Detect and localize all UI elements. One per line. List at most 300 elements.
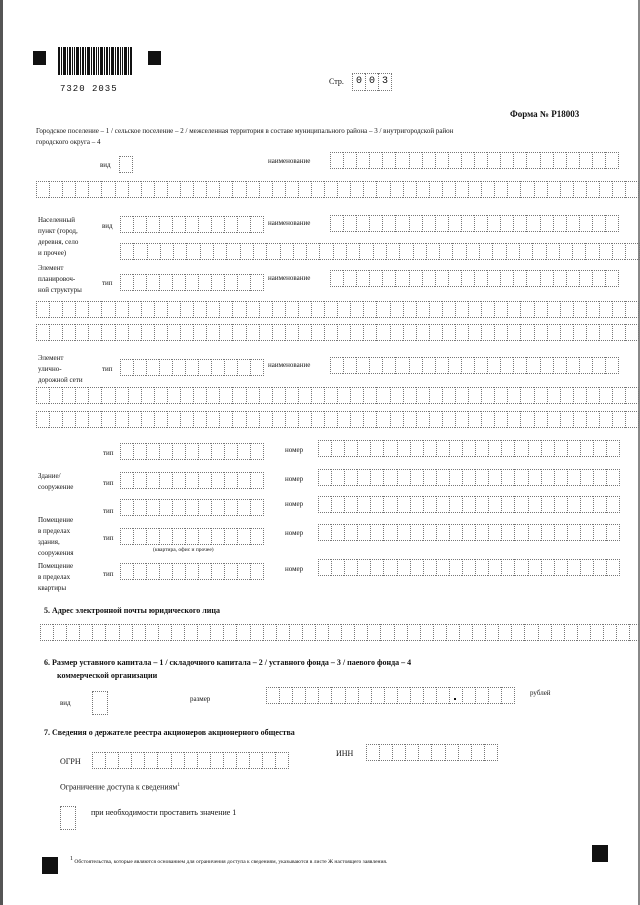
input-cell[interactable]	[75, 324, 88, 341]
input-cell[interactable]	[49, 324, 62, 341]
input-cell[interactable]	[75, 387, 88, 404]
input-cell[interactable]	[115, 411, 128, 428]
input-cell[interactable]	[101, 301, 114, 318]
input-cell[interactable]	[193, 387, 206, 404]
input-cell[interactable]	[128, 181, 141, 198]
input-cell[interactable]	[185, 216, 198, 233]
input-cell[interactable]	[462, 440, 475, 457]
input-cell[interactable]	[343, 215, 356, 232]
input-cell[interactable]	[211, 528, 224, 545]
input-cell[interactable]	[540, 270, 553, 287]
input-cell[interactable]	[442, 181, 455, 198]
input-cell[interactable]	[501, 687, 515, 704]
input-cell[interactable]	[416, 301, 429, 318]
input-cell[interactable]	[357, 440, 370, 457]
input-cell[interactable]	[119, 156, 133, 173]
input-cell[interactable]	[132, 624, 145, 641]
input-cell[interactable]	[101, 387, 114, 404]
locality-name-field-row1[interactable]	[330, 215, 619, 232]
input-cell[interactable]	[141, 324, 154, 341]
input-cell[interactable]	[133, 274, 146, 291]
input-cell[interactable]	[171, 624, 184, 641]
input-cell[interactable]	[133, 472, 146, 489]
input-cell[interactable]	[240, 243, 253, 260]
input-cell[interactable]	[513, 152, 526, 169]
input-cell[interactable]	[528, 559, 541, 576]
input-cell[interactable]	[250, 528, 264, 545]
input-cell[interactable]	[237, 443, 250, 460]
input-cell[interactable]	[224, 528, 237, 545]
input-cell[interactable]	[541, 440, 554, 457]
input-cell[interactable]	[399, 243, 412, 260]
input-cell[interactable]	[488, 559, 501, 576]
input-cell[interactable]	[541, 469, 554, 486]
input-cell[interactable]	[579, 215, 592, 232]
input-cell[interactable]	[237, 563, 250, 580]
input-cell[interactable]	[298, 324, 311, 341]
input-cell[interactable]	[433, 624, 446, 641]
input-cell[interactable]	[253, 243, 266, 260]
input-cell[interactable]	[275, 752, 289, 769]
input-cell[interactable]	[514, 524, 527, 541]
input-cell[interactable]	[88, 301, 101, 318]
input-cell[interactable]	[455, 387, 468, 404]
input-cell[interactable]	[449, 469, 462, 486]
input-cell[interactable]	[198, 359, 211, 376]
input-cell[interactable]	[40, 624, 53, 641]
input-cell[interactable]	[547, 387, 560, 404]
inn-field[interactable]	[366, 744, 498, 761]
input-cell[interactable]	[285, 301, 298, 318]
input-cell[interactable]	[211, 472, 224, 489]
input-cell[interactable]	[448, 152, 461, 169]
input-cell[interactable]	[580, 496, 593, 513]
input-cell[interactable]	[186, 243, 199, 260]
input-cell[interactable]	[501, 496, 514, 513]
input-cell[interactable]	[612, 301, 625, 318]
input-cell[interactable]	[223, 624, 236, 641]
input-cell[interactable]	[92, 691, 108, 715]
input-cell[interactable]	[167, 324, 180, 341]
input-cell[interactable]	[49, 387, 62, 404]
input-cell[interactable]	[224, 563, 237, 580]
input-cell[interactable]	[560, 301, 573, 318]
input-cell[interactable]	[593, 440, 606, 457]
input-cell[interactable]	[449, 524, 462, 541]
input-cell[interactable]	[405, 744, 418, 761]
input-cell[interactable]	[344, 496, 357, 513]
input-cell[interactable]	[369, 270, 382, 287]
input-cell[interactable]	[146, 472, 159, 489]
input-cell[interactable]	[382, 270, 395, 287]
input-cell[interactable]	[363, 181, 376, 198]
input-cell[interactable]	[410, 440, 423, 457]
input-cell[interactable]	[289, 624, 302, 641]
input-cell[interactable]	[120, 274, 133, 291]
input-cell[interactable]	[232, 387, 245, 404]
input-cell[interactable]	[494, 387, 507, 404]
input-cell[interactable]	[185, 528, 198, 545]
input-cell[interactable]	[528, 496, 541, 513]
input-cell[interactable]	[249, 752, 262, 769]
input-cell[interactable]	[343, 152, 356, 169]
input-cell[interactable]	[159, 563, 172, 580]
input-cell[interactable]	[507, 181, 520, 198]
input-cell[interactable]	[115, 387, 128, 404]
input-cell[interactable]	[592, 152, 605, 169]
input-cell[interactable]	[436, 496, 449, 513]
capital-size-field[interactable]	[266, 687, 463, 704]
input-cell[interactable]	[246, 411, 259, 428]
input-cell[interactable]	[560, 411, 573, 428]
input-cell[interactable]	[573, 411, 586, 428]
input-cell[interactable]	[442, 324, 455, 341]
input-cell[interactable]	[625, 301, 639, 318]
input-cell[interactable]	[590, 624, 603, 641]
input-cell[interactable]	[285, 411, 298, 428]
input-cell[interactable]	[528, 440, 541, 457]
input-cell[interactable]	[172, 499, 185, 516]
input-cell[interactable]	[172, 472, 185, 489]
input-cell[interactable]	[376, 324, 389, 341]
input-cell[interactable]	[193, 301, 206, 318]
input-cell[interactable]	[629, 624, 640, 641]
input-cell[interactable]	[459, 624, 472, 641]
input-cell[interactable]	[395, 357, 408, 374]
input-cell[interactable]	[580, 559, 593, 576]
input-cell[interactable]	[376, 181, 389, 198]
building-type-field-1[interactable]	[120, 443, 264, 460]
input-cell[interactable]	[118, 752, 131, 769]
input-cell[interactable]	[311, 411, 324, 428]
input-cell[interactable]	[266, 687, 279, 704]
input-cell[interactable]	[62, 387, 75, 404]
input-cell[interactable]	[49, 411, 62, 428]
input-cell[interactable]	[206, 387, 219, 404]
input-cell[interactable]	[370, 559, 383, 576]
input-cell[interactable]	[429, 181, 442, 198]
input-cell[interactable]	[224, 472, 237, 489]
capital-kopecks-field[interactable]	[462, 687, 515, 704]
building-type-field-2[interactable]	[120, 472, 264, 489]
input-cell[interactable]	[330, 152, 343, 169]
input-cell[interactable]	[272, 387, 285, 404]
input-cell[interactable]	[172, 359, 185, 376]
street-name-field-row2[interactable]	[36, 387, 639, 404]
input-cell[interactable]	[172, 443, 185, 460]
input-cell[interactable]	[219, 181, 232, 198]
input-cell[interactable]	[350, 411, 363, 428]
input-cell[interactable]	[573, 301, 586, 318]
input-cell[interactable]	[592, 215, 605, 232]
input-cell[interactable]	[376, 301, 389, 318]
input-cell[interactable]	[580, 469, 593, 486]
input-cell[interactable]	[173, 243, 186, 260]
input-cell[interactable]	[541, 496, 554, 513]
input-cell[interactable]	[141, 181, 154, 198]
input-cell[interactable]	[62, 324, 75, 341]
input-cell[interactable]	[115, 324, 128, 341]
input-cell[interactable]	[298, 181, 311, 198]
input-cell[interactable]	[547, 411, 560, 428]
input-cell[interactable]	[572, 243, 585, 260]
input-cell[interactable]	[343, 270, 356, 287]
input-cell[interactable]	[180, 301, 193, 318]
street-name-field-row3[interactable]	[36, 411, 639, 428]
input-cell[interactable]	[363, 411, 376, 428]
input-cell[interactable]	[272, 324, 285, 341]
input-cell[interactable]	[501, 469, 514, 486]
input-cell[interactable]	[520, 324, 533, 341]
input-cell[interactable]	[158, 624, 171, 641]
input-cell[interactable]	[330, 270, 343, 287]
input-cell[interactable]	[324, 411, 337, 428]
input-cell[interactable]	[211, 216, 224, 233]
input-cell[interactable]	[88, 387, 101, 404]
input-cell[interactable]	[468, 324, 481, 341]
input-cell[interactable]	[506, 243, 519, 260]
input-cell[interactable]	[350, 301, 363, 318]
input-cell[interactable]	[573, 324, 586, 341]
input-cell[interactable]	[210, 624, 223, 641]
input-cell[interactable]	[66, 624, 79, 641]
input-cell[interactable]	[593, 559, 606, 576]
input-cell[interactable]	[553, 357, 566, 374]
input-cell[interactable]	[551, 624, 564, 641]
input-cell[interactable]	[197, 752, 210, 769]
input-cell[interactable]	[423, 559, 436, 576]
input-cell[interactable]	[566, 357, 579, 374]
input-cell[interactable]	[337, 301, 350, 318]
input-cell[interactable]	[211, 563, 224, 580]
input-cell[interactable]	[466, 243, 479, 260]
input-cell[interactable]	[363, 387, 376, 404]
input-cell[interactable]	[554, 469, 567, 486]
input-cell[interactable]	[528, 469, 541, 486]
input-cell[interactable]	[439, 243, 452, 260]
input-cell[interactable]	[395, 215, 408, 232]
settlement-name-field-row2[interactable]	[36, 181, 639, 198]
input-cell[interactable]	[146, 563, 159, 580]
input-cell[interactable]	[442, 387, 455, 404]
input-cell[interactable]	[416, 181, 429, 198]
input-cell[interactable]	[324, 387, 337, 404]
input-cell[interactable]	[226, 243, 239, 260]
input-cell[interactable]	[198, 528, 211, 545]
input-cell[interactable]	[133, 443, 146, 460]
input-cell[interactable]	[606, 524, 620, 541]
input-cell[interactable]	[519, 243, 532, 260]
input-cell[interactable]	[237, 528, 250, 545]
input-cell[interactable]	[120, 443, 133, 460]
input-cell[interactable]	[159, 472, 172, 489]
street-type-field[interactable]	[120, 359, 264, 376]
input-cell[interactable]	[410, 524, 423, 541]
input-cell[interactable]	[133, 528, 146, 545]
input-cell[interactable]	[198, 499, 211, 516]
input-cell[interactable]	[472, 624, 485, 641]
input-cell[interactable]	[120, 499, 133, 516]
input-cell[interactable]	[180, 181, 193, 198]
input-cell[interactable]	[498, 624, 511, 641]
input-cell[interactable]	[488, 469, 501, 486]
input-cell[interactable]	[198, 443, 211, 460]
input-cell[interactable]	[120, 472, 133, 489]
input-cell[interactable]	[538, 624, 551, 641]
input-cell[interactable]	[532, 243, 545, 260]
input-cell[interactable]	[101, 324, 114, 341]
input-cell[interactable]	[333, 243, 346, 260]
input-cell[interactable]	[579, 270, 592, 287]
input-cell[interactable]	[146, 528, 159, 545]
input-cell[interactable]	[115, 301, 128, 318]
input-cell[interactable]	[250, 216, 264, 233]
input-cell[interactable]	[554, 440, 567, 457]
page-digit-cell[interactable]: 3	[378, 73, 392, 91]
input-cell[interactable]	[262, 752, 275, 769]
input-cell[interactable]	[341, 624, 354, 641]
input-cell[interactable]	[193, 181, 206, 198]
input-cell[interactable]	[172, 563, 185, 580]
input-cell[interactable]	[553, 270, 566, 287]
input-cell[interactable]	[500, 152, 513, 169]
input-cell[interactable]	[36, 324, 49, 341]
input-cell[interactable]	[540, 152, 553, 169]
input-cell[interactable]	[560, 387, 573, 404]
input-cell[interactable]	[198, 563, 211, 580]
input-cell[interactable]	[605, 270, 619, 287]
input-cell[interactable]	[185, 472, 198, 489]
input-cell[interactable]	[501, 440, 514, 457]
apartment-number-field[interactable]	[318, 559, 620, 576]
input-cell[interactable]	[455, 301, 468, 318]
input-cell[interactable]	[88, 411, 101, 428]
input-cell[interactable]	[358, 687, 371, 704]
input-cell[interactable]	[211, 359, 224, 376]
input-cell[interactable]	[75, 181, 88, 198]
input-cell[interactable]	[586, 301, 599, 318]
input-cell[interactable]	[232, 181, 245, 198]
input-cell[interactable]	[564, 624, 577, 641]
input-cell[interactable]	[157, 752, 170, 769]
input-cell[interactable]	[488, 440, 501, 457]
input-cell[interactable]	[318, 524, 331, 541]
input-cell[interactable]	[193, 324, 206, 341]
input-cell[interactable]	[534, 324, 547, 341]
input-cell[interactable]	[407, 624, 420, 641]
input-cell[interactable]	[409, 152, 422, 169]
input-cell[interactable]	[534, 411, 547, 428]
input-cell[interactable]	[455, 181, 468, 198]
input-cell[interactable]	[487, 152, 500, 169]
input-cell[interactable]	[462, 687, 475, 704]
input-cell[interactable]	[397, 559, 410, 576]
input-cell[interactable]	[514, 559, 527, 576]
input-cell[interactable]	[154, 411, 167, 428]
input-cell[interactable]	[171, 752, 184, 769]
input-cell[interactable]	[423, 524, 436, 541]
input-cell[interactable]	[337, 387, 350, 404]
input-cell[interactable]	[236, 752, 249, 769]
input-cell[interactable]	[49, 181, 62, 198]
input-cell[interactable]	[147, 243, 160, 260]
input-cell[interactable]	[357, 524, 370, 541]
page-digit-cell[interactable]: 0	[365, 73, 378, 91]
input-cell[interactable]	[520, 301, 533, 318]
input-cell[interactable]	[403, 181, 416, 198]
input-cell[interactable]	[250, 274, 264, 291]
input-cell[interactable]	[409, 270, 422, 287]
input-cell[interactable]	[625, 411, 639, 428]
input-cell[interactable]	[232, 411, 245, 428]
input-cell[interactable]	[285, 181, 298, 198]
building-type-field-3[interactable]	[120, 499, 264, 516]
input-cell[interactable]	[369, 357, 382, 374]
capital-kind-field[interactable]	[92, 691, 108, 715]
input-cell[interactable]	[292, 687, 305, 704]
input-cell[interactable]	[481, 387, 494, 404]
input-cell[interactable]	[507, 324, 520, 341]
input-cell[interactable]	[298, 387, 311, 404]
input-cell[interactable]	[455, 324, 468, 341]
input-cell[interactable]	[318, 687, 331, 704]
input-cell[interactable]	[337, 181, 350, 198]
input-cell[interactable]	[159, 359, 172, 376]
input-cell[interactable]	[488, 524, 501, 541]
input-cell[interactable]	[599, 181, 612, 198]
input-cell[interactable]	[429, 301, 442, 318]
input-cell[interactable]	[154, 387, 167, 404]
input-cell[interactable]	[259, 324, 272, 341]
input-cell[interactable]	[141, 387, 154, 404]
input-cell[interactable]	[494, 181, 507, 198]
input-cell[interactable]	[445, 744, 458, 761]
input-cell[interactable]	[198, 472, 211, 489]
input-cell[interactable]	[612, 243, 625, 260]
input-cell[interactable]	[88, 181, 101, 198]
input-cell[interactable]	[370, 469, 383, 486]
planning-name-field-row3[interactable]	[36, 324, 639, 341]
input-cell[interactable]	[343, 357, 356, 374]
input-cell[interactable]	[422, 270, 435, 287]
input-cell[interactable]	[455, 411, 468, 428]
input-cell[interactable]	[416, 324, 429, 341]
input-cell[interactable]	[198, 216, 211, 233]
input-cell[interactable]	[232, 301, 245, 318]
input-cell[interactable]	[586, 181, 599, 198]
input-cell[interactable]	[363, 324, 376, 341]
input-cell[interactable]	[436, 559, 449, 576]
input-cell[interactable]	[370, 524, 383, 541]
input-cell[interactable]	[577, 624, 590, 641]
input-cell[interactable]	[458, 744, 471, 761]
input-cell[interactable]	[211, 443, 224, 460]
input-cell[interactable]	[475, 440, 488, 457]
input-cell[interactable]	[462, 469, 475, 486]
input-cell[interactable]	[272, 181, 285, 198]
input-cell[interactable]	[328, 624, 341, 641]
input-cell[interactable]	[547, 301, 560, 318]
input-cell[interactable]	[485, 624, 498, 641]
input-cell[interactable]	[449, 496, 462, 513]
input-cell[interactable]	[376, 411, 389, 428]
input-cell[interactable]	[250, 563, 264, 580]
input-cell[interactable]	[461, 270, 474, 287]
input-cell[interactable]	[546, 243, 559, 260]
input-cell[interactable]	[224, 359, 237, 376]
input-cell[interactable]	[462, 496, 475, 513]
planning-type-field[interactable]	[120, 274, 264, 291]
